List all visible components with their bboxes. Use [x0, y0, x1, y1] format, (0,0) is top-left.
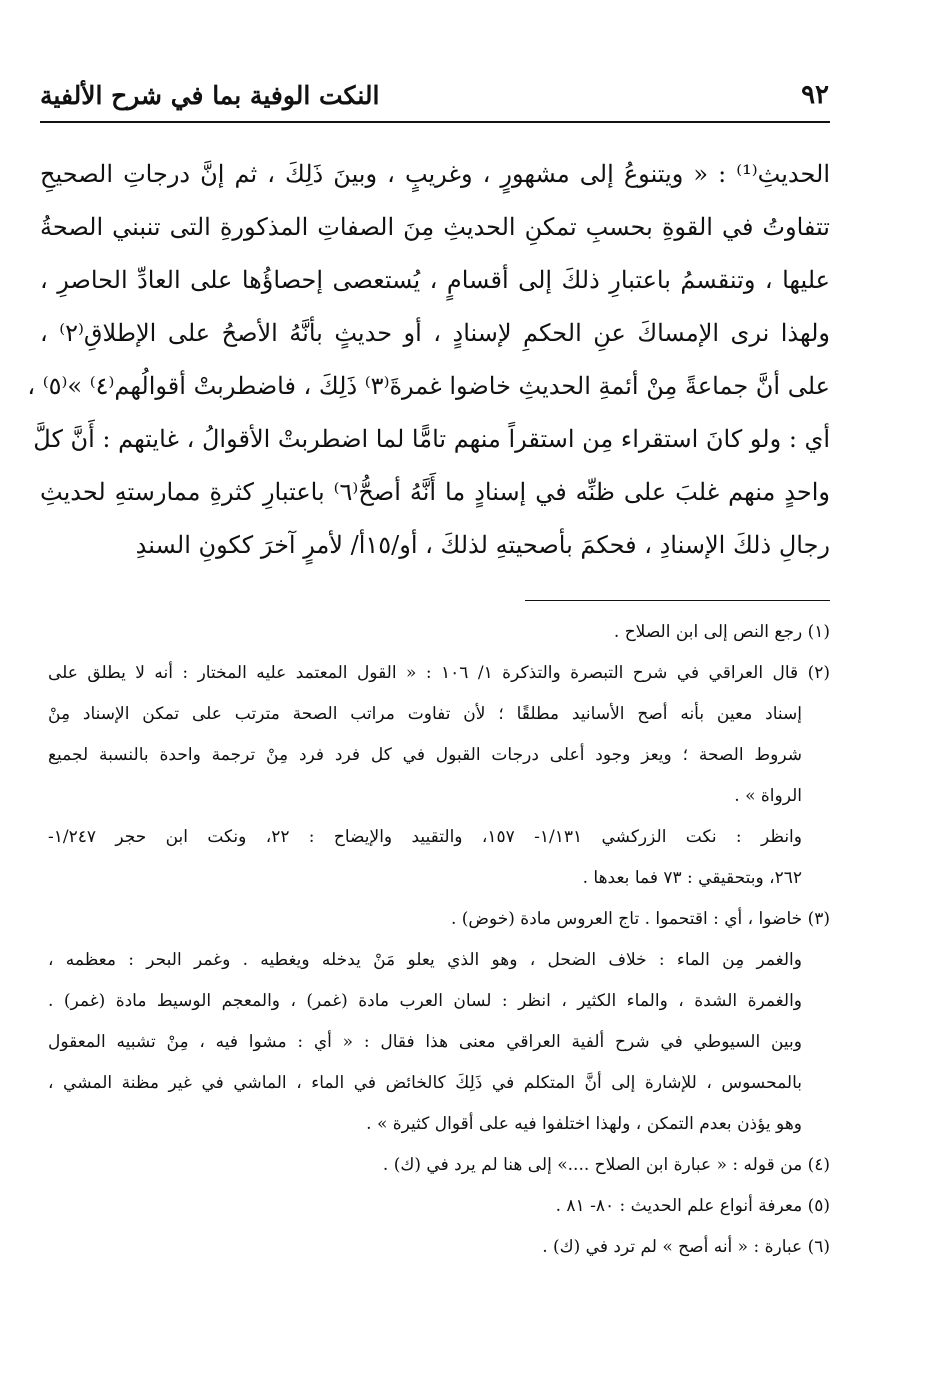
footnote-1: (١) رجع النص إلى ابن الصلاح .: [613, 622, 830, 642]
footnote-line: ٢٦٢، وبتحقيقي : ٧٣ فما بعدها .: [582, 868, 802, 888]
main-text-line: عليها ، وتنقسمُ باعتبارِ ذلكَ إلى أقسامٍ ، يُستعصى إحصاؤُها على العادِّ الحاصرِ ،: [40, 266, 830, 294]
main-text-line: أي : ولو كانَ استقراء مِن استقراً منهم تامًّا لما اضطربتْ الأقوالُ ، غايتهم : أَنَّ كلَّ: [33, 425, 830, 453]
footnotes: [48, 612, 830, 1268]
page-number: ٩٢: [801, 80, 829, 110]
footnote-2: (٢) قال العراقي في شرح التبصرة والتذكرة ١/ ١٠٦ : « القول المعتمد عليه المختار : أنه لا يطلق على: [48, 663, 830, 683]
running-title: النكت الوفية بما في شرح الألفية: [40, 80, 380, 110]
footnote-6: (٦) عبارة : « أنه أصح » لم ترد في (ك) .: [542, 1237, 830, 1257]
main-text-line: الحديثِ⁽¹⁾ : « ويتنوعُ إلى مشهورٍ ، وغريبٍ ، وبينَ ذَلِكَ ، ثم إنَّ درجاتِ الصحيحِ: [40, 160, 830, 188]
footnote-line: شروط الصحة ؛ ويعز وجود أعلى درجات القبول في كل فرد فرد مِنْ ترجمة واحدة بالنسبة لجميع: [48, 745, 802, 765]
footnote-rule: [525, 600, 830, 601]
header-rule: [40, 121, 830, 123]
main-text-line: ولهذا نرى الإمساكَ عنِ الحكمِ لإسنادٍ ، أو حديثٍ بأنَّهُ الأصحُ على الإطلاقِ⁽٢⁾ ،: [40, 319, 830, 347]
main-text-line: تتفاوتُ في القوةِ بحسبِ تمكنِ الحديثِ مِنَ الصفاتِ المذكورةِ التى تنبني الصحةُ: [40, 213, 830, 241]
footnote-line: الرواة » .: [734, 786, 802, 806]
main-text: [27, 148, 830, 572]
footnote-line: إسناد معين بأنه أصح الأسانيد مطلقًا ؛ لأن تفاوت مراتب الصحة مترتب على تمكن الإسناد مِنْ: [48, 704, 802, 724]
footnote-4: (٤) من قوله : « عبارة ابن الصلاح ....» إلى هنا لم يرد في (ك) .: [382, 1155, 830, 1175]
footnote-line: والغمرة الشدة ، والماء الكثير ، انظر : لسان العرب مادة (غمر) ، والمعجم الوسيط مادة (غمر) .: [48, 991, 802, 1011]
footnote-3: (٣) خاضوا ، أي : اقتحموا . تاج العروس مادة (خوض) .: [450, 909, 830, 929]
footnote-line: والغمر مِن الماء : خلاف الضحل ، وهو الذي يعلو مَنْ يدخله ويغطيه . وغمر البحر : معظمه ،: [48, 950, 802, 970]
footnote-line: وهو يؤذن بعدم التمكن ، ولهذا اختلفوا فيه على أقوال كثيرة » .: [366, 1114, 802, 1134]
footnote-line: وانظر : نكت الزركشي ١/١٣١- ١٥٧، والتقييد والإيضاح : ٢٢، ونكت ابن حجر ١/٢٤٧-: [48, 827, 802, 847]
page-header: [40, 70, 829, 120]
footnote-line: بالمحسوس ، للإشارة إلى أنَّ المتكلم في ذَلِكَ كالخائض في الماء ، الماشي في غير مظنة المشي ،: [48, 1073, 802, 1093]
main-text-line: رجالِ ذلكَ الإسنادِ ، فحكمَ بأصحيتهِ لذلكَ ، أو/١٥أ/ لأمرٍ آخرَ ككونِ السندِ: [135, 531, 830, 559]
footnote-5: (٥) معرفة أنواع علم الحديث : ٨٠- ٨١ .: [555, 1196, 830, 1216]
footnote-line: وبين السيوطي في شرح ألفية العراقي معنى هذا فقال : « أي : مشوا فيه ، مِنْ تشبيه المعقول: [48, 1032, 802, 1052]
main-text-line: على أنَّ جماعةً مِنْ أئمةِ الحديثِ خاضوا غمرةَ⁽٣⁾ ذَلِكَ ، فاضطربتْ أقوالُهم⁽٤⁾ »⁽٥⁾ ،: [27, 372, 830, 400]
main-text-line: واحدٍ منهم غلبَ على ظنِّه في إسنادٍ ما أَنَّهُ أصحُّ⁽٦⁾ باعتبارِ كثرةِ ممارستهِ لحديثِ: [40, 478, 830, 506]
